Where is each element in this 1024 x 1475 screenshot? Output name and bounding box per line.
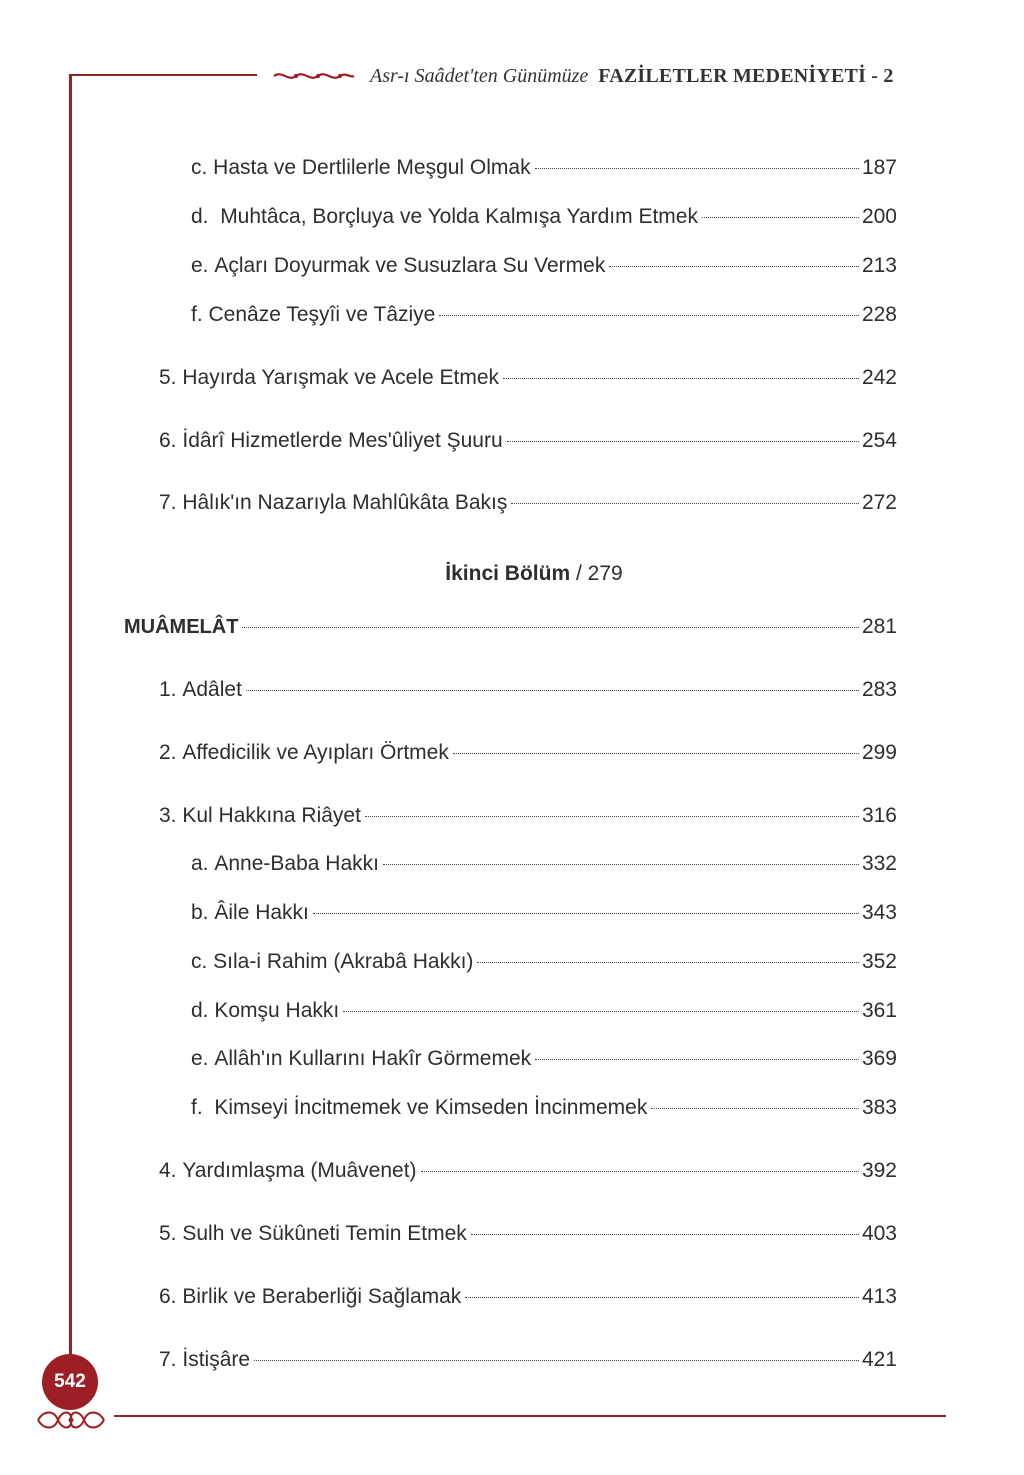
dot-leader: [651, 1108, 859, 1109]
toc-entry[interactable]: [159, 1285, 897, 1319]
dot-leader: [535, 168, 859, 169]
entry-number: 7.: [159, 1348, 183, 1371]
toc-entry[interactable]: [159, 741, 897, 775]
entry-page: 361: [861, 999, 897, 1022]
entry-title: Hâlık'ın Nazarıyla Mahlûkâta Bakış: [182, 491, 508, 514]
entry-number: 3.: [159, 804, 183, 827]
entry-number: 2.: [159, 741, 183, 764]
toc-entry[interactable]: [191, 950, 897, 984]
entry-page: 343: [861, 901, 897, 924]
entry-number: a.: [191, 852, 215, 875]
entry-number: b.: [191, 901, 215, 924]
entry-title: Muhtâca, Borçluya ve Yolda Kalmışa Yardım Etmek: [220, 205, 698, 228]
toc-entry[interactable]: [191, 999, 897, 1033]
dot-leader: [343, 1011, 859, 1012]
entry-page: 283: [861, 678, 897, 701]
chapter-page: 281: [861, 615, 897, 638]
entry-title: Allâh'ın Kullarını Hakîr Görmemek: [214, 1047, 532, 1070]
entry-title: Açları Doyurmak ve Susuzlara Su Vermek: [214, 254, 606, 277]
entry-title: Birlik ve Beraberliği Sağlamak: [182, 1285, 462, 1308]
entry-number: 5.: [159, 1222, 183, 1245]
entry-title: Affedicilik ve Ayıpları Örtmek: [182, 741, 449, 764]
left-border-line: [69, 74, 72, 1364]
chapter-title: MUÂMELÂT: [124, 616, 239, 638]
entry-number: c.: [191, 156, 214, 179]
entry-number: e.: [191, 254, 215, 277]
dot-leader: [465, 1297, 859, 1298]
entry-title: Adâlet: [182, 678, 242, 701]
toc-entry[interactable]: [159, 678, 897, 712]
entry-title: Sıla-i Rahim (Akrabâ Hakkı): [213, 950, 474, 973]
entry-number: d.: [191, 999, 215, 1022]
toc-entry[interactable]: [191, 852, 897, 886]
toc-entry[interactable]: [159, 366, 897, 400]
entry-number: e.: [191, 1047, 215, 1070]
running-header: [272, 58, 944, 94]
entry-page: 242: [861, 366, 897, 389]
dot-leader: [511, 503, 859, 504]
book-title: FAZİLETLER MEDENİYETİ - 2: [598, 64, 894, 87]
dot-leader: [453, 753, 859, 754]
entry-title: Hayırda Yarışmak ve Acele Etmek: [182, 366, 500, 389]
toc-entry[interactable]: [191, 901, 897, 935]
entry-title: Hasta ve Dertlilerle Meşgul Olmak: [213, 156, 531, 179]
section-label: İkinci Bölüm: [445, 562, 571, 585]
entry-title: Kul Hakkına Riâyet: [182, 804, 361, 827]
dot-leader: [421, 1171, 859, 1172]
entry-page: 383: [861, 1096, 897, 1119]
dot-leader: [609, 266, 859, 267]
dot-leader: [477, 962, 859, 963]
entry-number: c.: [191, 950, 214, 973]
dot-leader: [439, 315, 859, 316]
toc-entry[interactable]: [191, 205, 897, 239]
entry-page: 403: [861, 1222, 897, 1245]
dot-leader: [535, 1059, 859, 1060]
dot-leader: [246, 690, 859, 691]
dot-leader: [702, 217, 859, 218]
footer-ornament-icon: [34, 1407, 108, 1433]
entry-page: 299: [861, 741, 897, 764]
entry-page: 332: [861, 852, 897, 875]
entry-page: 272: [861, 491, 897, 514]
entry-page: 392: [861, 1159, 897, 1182]
toc-entry[interactable]: [159, 1222, 897, 1256]
book-subtitle: Asr-ı Saâdet'ten Günümüze: [370, 64, 589, 87]
entry-title: Kimseyi İncitmemek ve Kimseden İncinmemek: [214, 1096, 648, 1119]
entry-title: Âile Hakkı: [214, 901, 309, 924]
dot-leader: [383, 864, 859, 865]
entry-page: 421: [861, 1348, 897, 1371]
header-rule: [69, 74, 257, 76]
entry-number: f.: [191, 1096, 215, 1119]
toc-entry[interactable]: [159, 1159, 897, 1193]
toc-entry[interactable]: [191, 1096, 897, 1130]
entry-number: f.: [191, 303, 209, 326]
entry-title: Cenâze Teşyîi ve Tâziye: [208, 303, 436, 326]
entry-page: 228: [861, 303, 897, 326]
page-number-badge: 542: [42, 1354, 98, 1410]
toc-entry[interactable]: [159, 491, 897, 525]
entry-page: 352: [861, 950, 897, 973]
entry-page: 187: [861, 156, 897, 179]
footer-rule: [114, 1415, 946, 1417]
dot-leader: [503, 378, 859, 379]
entry-page: 316: [861, 804, 897, 827]
entry-page: 413: [861, 1285, 897, 1308]
dot-leader: [242, 627, 859, 628]
entry-page: 369: [861, 1047, 897, 1070]
entry-title: Komşu Hakkı: [214, 999, 340, 1022]
dot-leader: [254, 1360, 859, 1361]
entry-number: 1.: [159, 678, 183, 701]
entry-number: 4.: [159, 1159, 183, 1182]
toc-entry[interactable]: [191, 156, 897, 190]
entry-number: 6.: [159, 1285, 183, 1308]
entry-page: 254: [861, 429, 897, 452]
entry-title: Anne-Baba Hakkı: [214, 852, 379, 875]
dot-leader: [471, 1234, 859, 1235]
toc-entry[interactable]: [159, 804, 897, 838]
entry-number: 7.: [159, 491, 183, 514]
entry-number: 5.: [159, 366, 183, 389]
entry-page: 200: [861, 205, 897, 228]
entry-title: Sulh ve Sükûneti Temin Etmek: [182, 1222, 467, 1245]
toc-entry[interactable]: [159, 1348, 897, 1382]
toc-entry[interactable]: [191, 254, 897, 288]
entry-number: 6.: [159, 429, 183, 452]
entry-title: İdârî Hizmetlerde Mes'ûliyet Şuuru: [182, 429, 503, 452]
dot-leader: [365, 816, 859, 817]
section-page: / 279: [575, 562, 623, 585]
toc-entry[interactable]: [191, 1047, 897, 1081]
dot-leader: [507, 441, 859, 442]
section-heading: [0, 562, 1024, 586]
entry-number: d.: [191, 205, 221, 228]
entry-title: Yardımlaşma (Muâvenet): [182, 1159, 417, 1182]
dot-leader: [313, 913, 859, 914]
toc-entry[interactable]: [159, 429, 897, 463]
toc-chapter-entry[interactable]: [124, 615, 897, 649]
entry-page: 213: [861, 254, 897, 277]
toc-entry[interactable]: [191, 303, 897, 337]
entry-title: İstişâre: [182, 1348, 251, 1371]
header-ornament-icon: [272, 69, 356, 83]
